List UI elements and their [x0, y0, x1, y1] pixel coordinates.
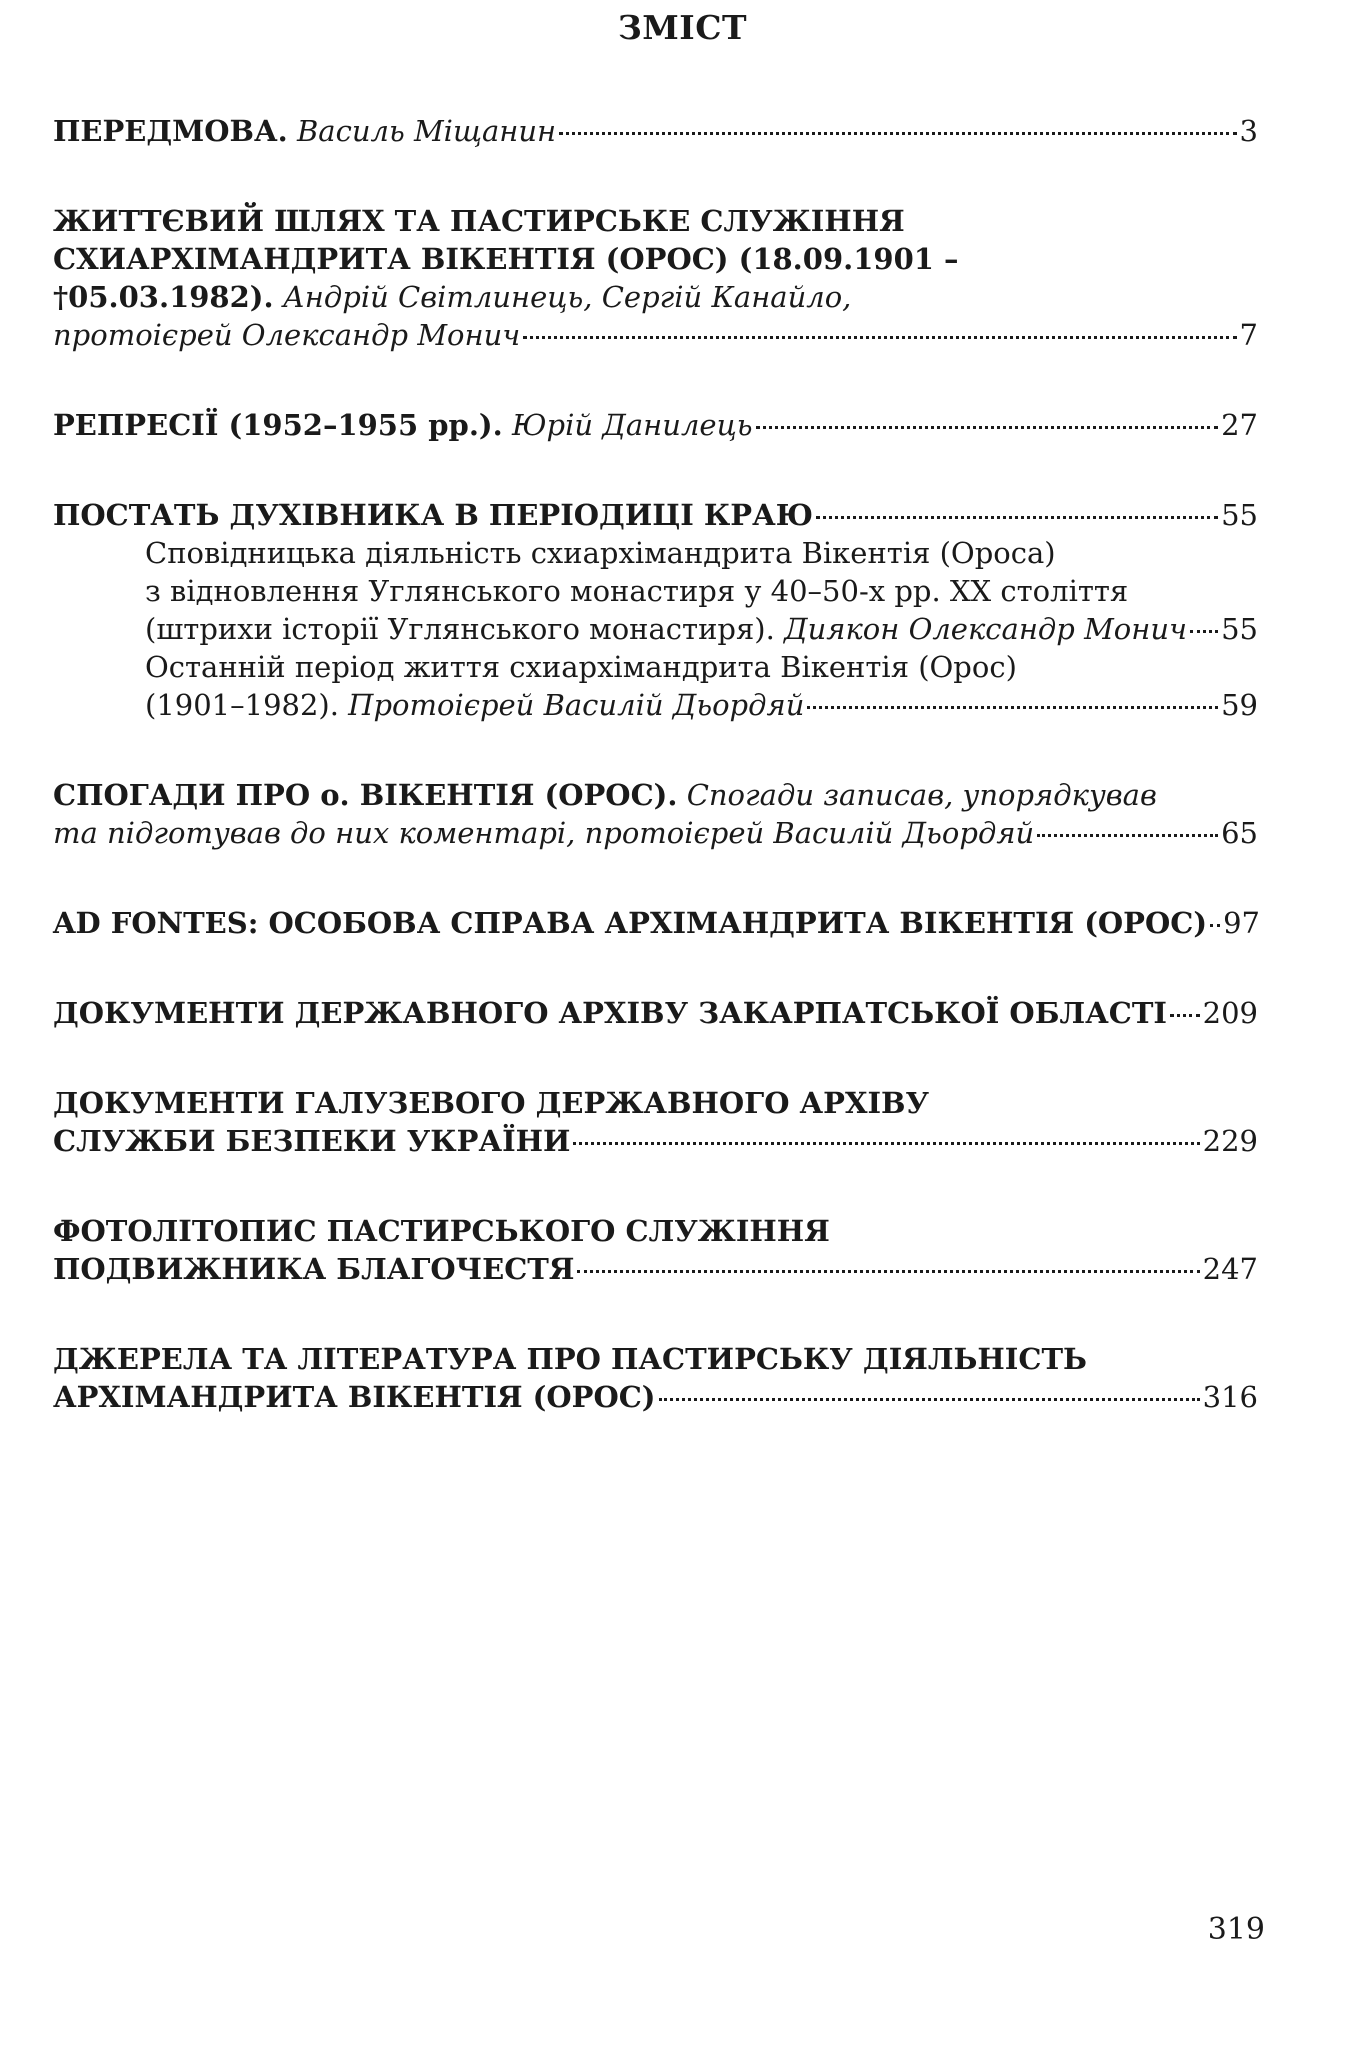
- toc-entry-sources: [53, 1340, 1258, 1416]
- entry-author: Юрій Данилець: [511, 408, 753, 442]
- entry-heading-line: ЖИТТЄВИЙ ШЛЯХ ТА ПАСТИРСЬКЕ СЛУЖІННЯ: [53, 204, 905, 238]
- sub-entry-line: (штрихи історії Углянського монастиря).: [145, 612, 775, 646]
- entry-author: Андрій Світлинець, Сергій Канайло,: [282, 280, 852, 314]
- dot-leader: [1170, 1014, 1200, 1017]
- dot-leader: [559, 132, 1236, 135]
- entry-page: 65: [1221, 816, 1258, 850]
- toc-entry-photo-chronicle: [53, 1212, 1258, 1288]
- sub-entry-page: 55: [1221, 612, 1258, 646]
- entry-heading: ПОСТАТЬ ДУХІВНИКА В ПЕРІОДИЦІ КРАЮ: [53, 498, 814, 532]
- dot-leader: [807, 706, 1218, 709]
- dot-leader: [1190, 630, 1218, 633]
- sub-entry-author: Диякон Олександр Монич: [784, 612, 1188, 646]
- toc-entry-repressions: [53, 406, 1258, 444]
- entry-page: 97: [1223, 906, 1260, 940]
- sub-entry-author: Протоієрей Василій Дьордяй: [348, 688, 805, 722]
- entry-page: 229: [1202, 1124, 1258, 1158]
- dot-leader: [573, 1142, 1199, 1145]
- entry-heading-line: †05.03.1982).: [53, 280, 274, 314]
- dot-leader: [1210, 924, 1220, 927]
- entry-author: протоієрей Олександр Монич: [53, 318, 521, 352]
- entry-page: 247: [1202, 1252, 1258, 1286]
- dot-leader: [523, 336, 1236, 339]
- dot-leader: [1037, 834, 1218, 837]
- sub-entry-line: з відновлення Углянського монастиря у 40–50-х рр. ХХ століття: [145, 574, 1129, 608]
- entry-page: 316: [1202, 1380, 1258, 1414]
- entry-author: Спогади записав, упорядкував: [686, 778, 1157, 812]
- entry-heading-line: ФОТОЛІТОПИС ПАСТИРСЬКОГО СЛУЖІННЯ: [53, 1214, 830, 1248]
- toc-entry-state-archive: [53, 994, 1258, 1032]
- entry-page: 209: [1202, 996, 1258, 1030]
- toc-entry-preface: [53, 112, 1258, 150]
- entry-author: Василь Міщанин: [297, 114, 557, 148]
- table-of-contents: [53, 112, 1258, 1416]
- sub-entry-line: Сповідницька діяльність схиархімандрита Вікентія (Ороса): [145, 536, 1056, 570]
- entry-heading-line: ДЖЕРЕЛА ТА ЛІТЕРАТУРА ПРО ПАСТИРСЬКУ ДІЯЛЬНІСТЬ: [53, 1342, 1087, 1376]
- entry-heading: ДОКУМЕНТИ ДЕРЖАВНОГО АРХІВУ ЗАКАРПАТСЬКОЇ ОБЛАСТІ: [53, 996, 1167, 1030]
- dot-leader: [577, 1270, 1199, 1273]
- toc-entry-memoirs: [53, 776, 1258, 852]
- entry-heading: СПОГАДИ ПРО о. ВІКЕНТІЯ (ОРОС).: [53, 778, 678, 812]
- toc-entry-ad-fontes: [53, 904, 1258, 942]
- entry-heading: ПЕРЕДМОВА.: [53, 114, 288, 148]
- toc-entry-periodicals: [53, 496, 1258, 724]
- entry-page: 3: [1239, 114, 1258, 148]
- dot-leader: [659, 1398, 1200, 1401]
- entry-heading: РЕПРЕСІЇ (1952–1955 рр.).: [53, 408, 503, 442]
- entry-heading-line: ДОКУМЕНТИ ГАЛУЗЕВОГО ДЕРЖАВНОГО АРХІВУ: [53, 1086, 930, 1120]
- sub-entry-line: (1901–1982).: [145, 688, 339, 722]
- entry-page: 7: [1239, 318, 1258, 352]
- sub-entry-line: Останній період життя схиархімандрита Вікентія (Орос): [145, 650, 1017, 684]
- entry-page: 55: [1221, 498, 1258, 532]
- toc-entry-sbu-archive: [53, 1084, 1258, 1160]
- entry-heading-line: ПОДВИЖНИКА БЛАГОЧЕСТЯ: [53, 1252, 575, 1286]
- page-number: 319: [1207, 1912, 1265, 1947]
- entry-page: 27: [1221, 408, 1258, 442]
- entry-heading-line: АРХІМАНДРИТА ВІКЕНТІЯ (ОРОС): [53, 1380, 656, 1414]
- entry-heading: AD FONTES: ОСОБОВА СПРАВА АРХІМАНДРИТА ВІКЕНТІЯ (ОРОС): [53, 906, 1208, 940]
- dot-leader: [816, 516, 1218, 519]
- entry-heading-line: СЛУЖБИ БЕЗПЕКИ УКРАЇНИ: [53, 1124, 571, 1158]
- entry-heading-line: СХИАРХІМАНДРИТА ВІКЕНТІЯ (ОРОС) (18.09.1901 –: [53, 242, 959, 276]
- entry-author: та підготував до них коментарі, протоієрей Василій Дьордяй: [53, 816, 1035, 850]
- toc-entry-life-path: [53, 202, 1258, 354]
- page-title: ЗМІСТ: [617, 8, 748, 47]
- dot-leader: [756, 426, 1219, 429]
- sub-entry-page: 59: [1221, 688, 1258, 722]
